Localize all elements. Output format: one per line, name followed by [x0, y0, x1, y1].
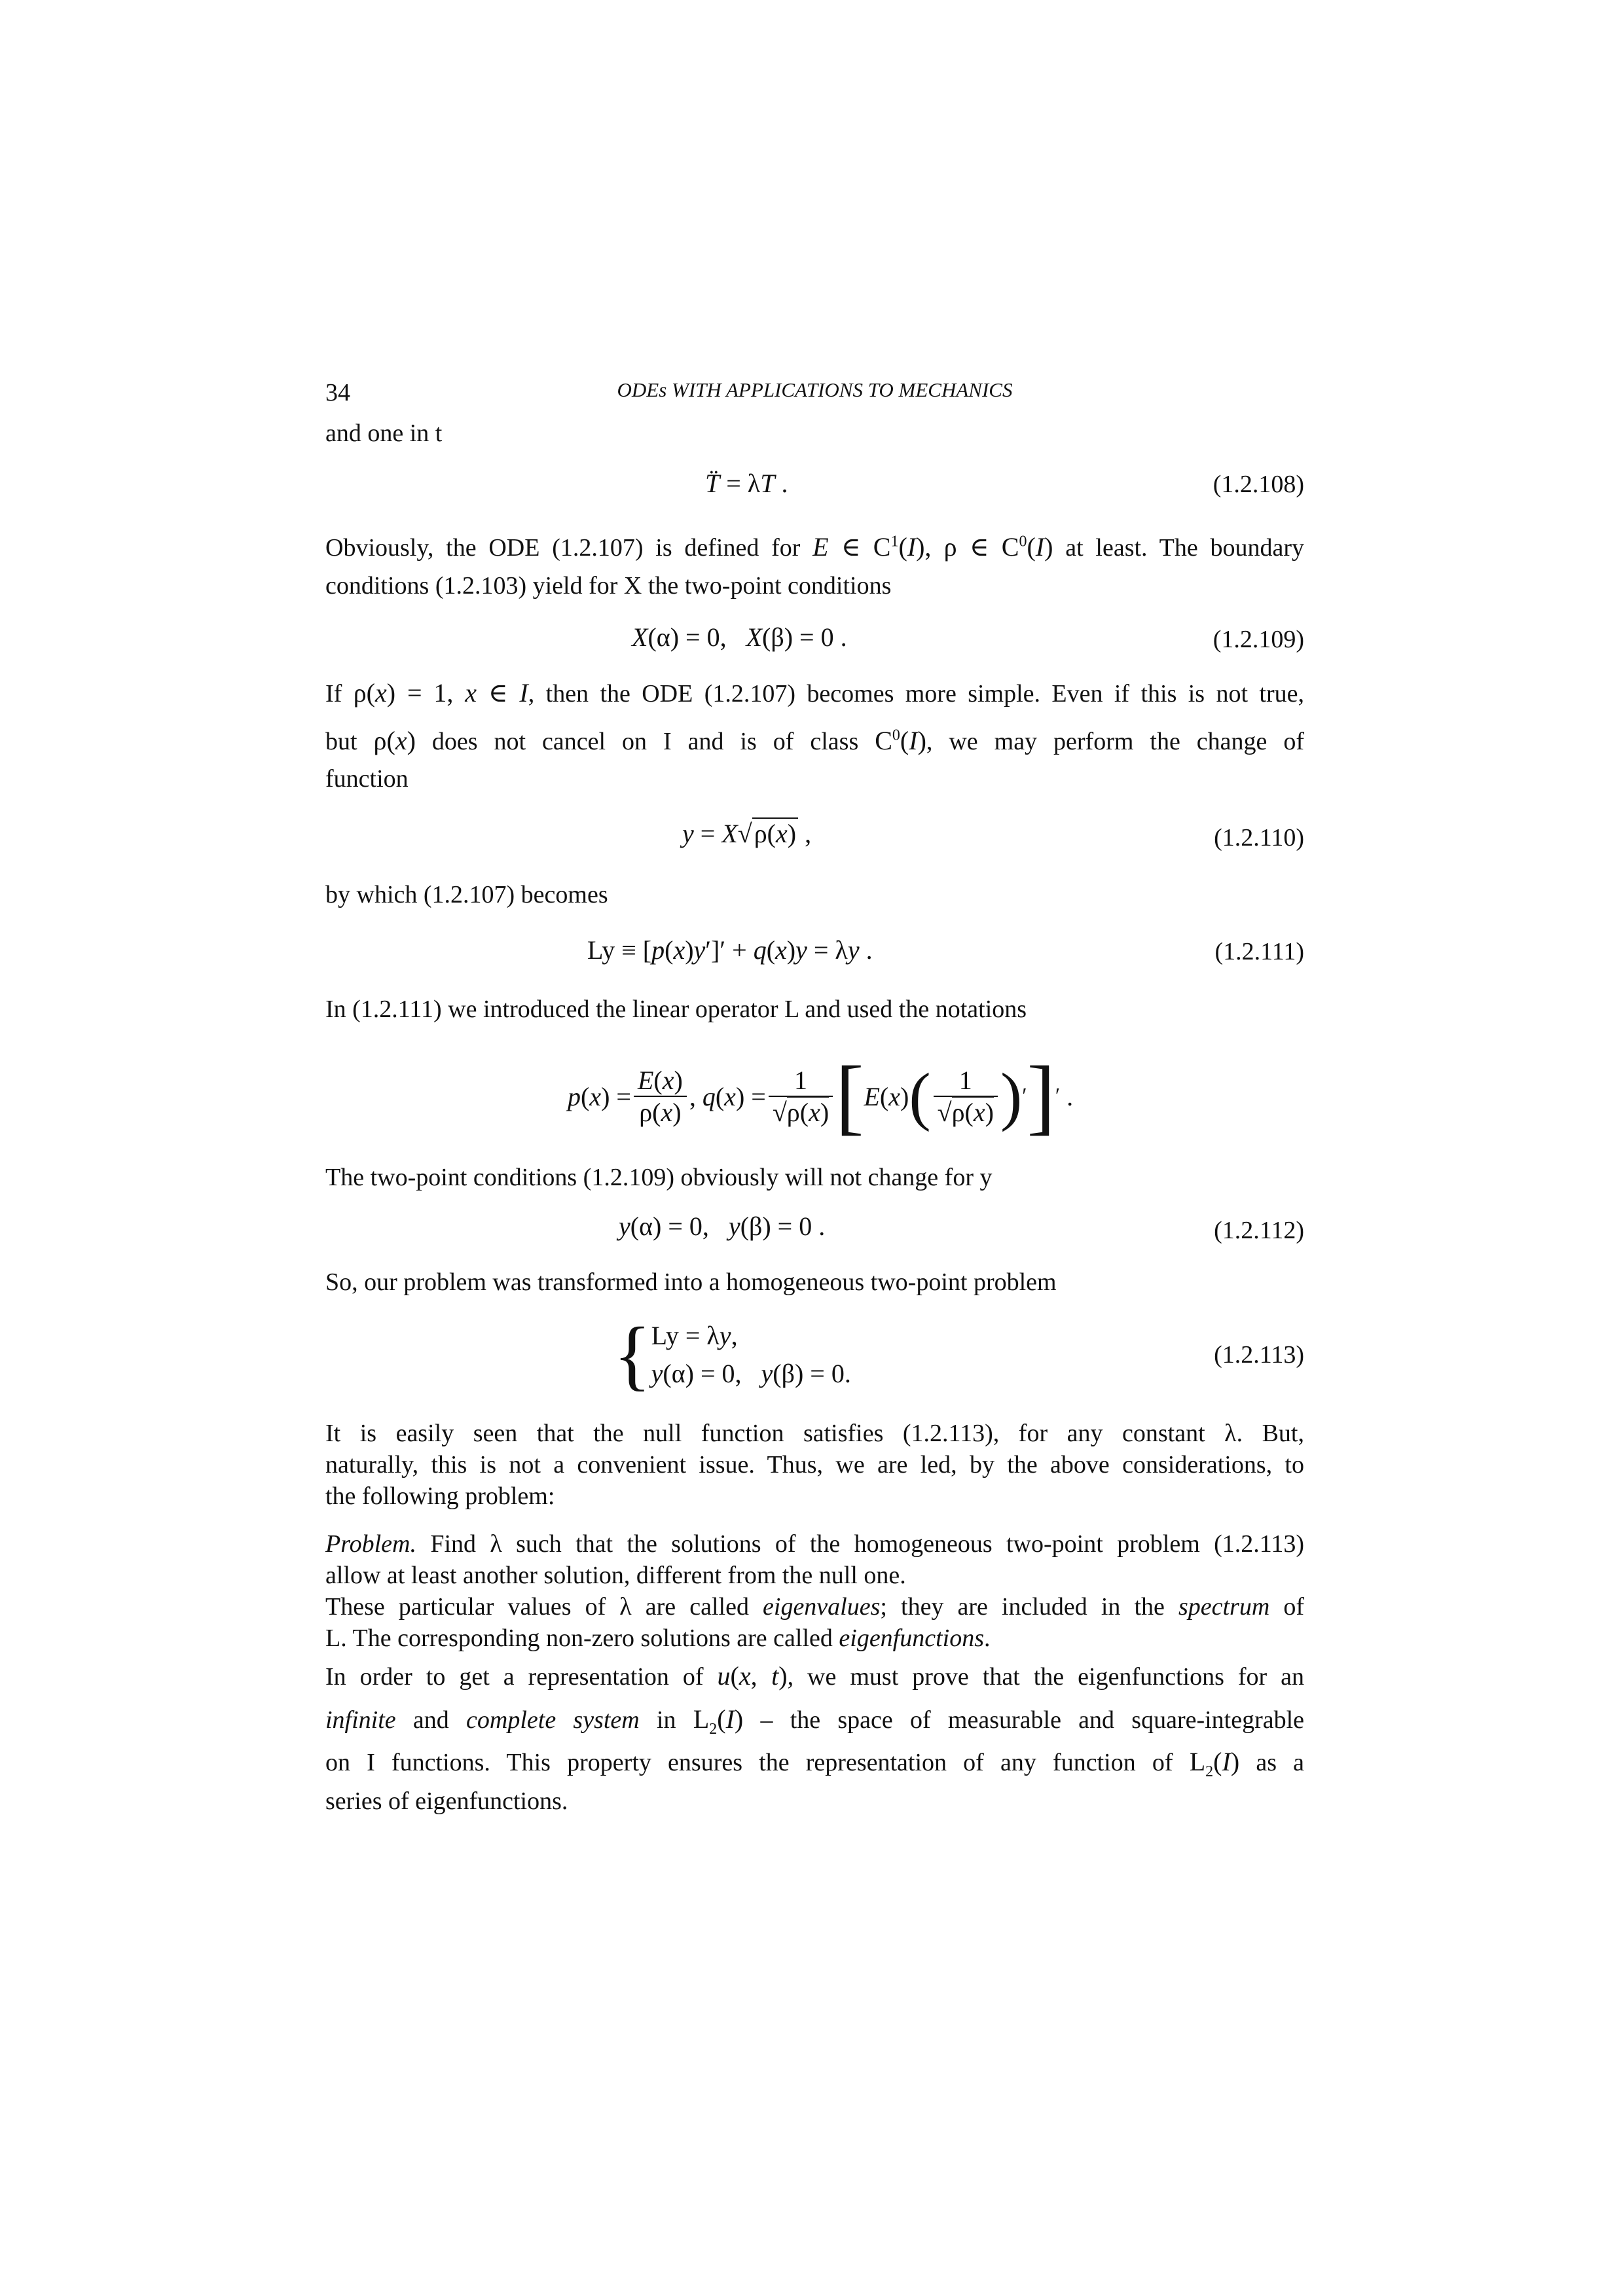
paragraph-easily-line1: It is easily seen that the null function satisfies (1.2.113), for any constant λ. But, — [325, 1420, 1304, 1447]
paragraph-if-line2: but ρ(x) does not cancel on I and is of class $C^0(I)$, we may perform the change of — [325, 726, 1304, 755]
equation-1-2-109: X(α) = 0, X(β) = 0 . — [632, 622, 847, 652]
paragraph-intro: and one in t — [325, 420, 443, 447]
equation-number: (1.2.109) — [1213, 626, 1304, 653]
paragraph-easily-line3: the following problem: — [325, 1482, 555, 1510]
paragraph-obviously-line2: conditions (1.2.103) yield for X the two-point conditions — [325, 572, 892, 600]
equation-number: (1.2.111) — [1214, 938, 1304, 965]
equation-1-2-113: { Ly = λy, y(α) = 0, y(β) = 0. — [613, 1311, 851, 1398]
paragraph-rep-line4: series of eigenfunctions. — [325, 1787, 568, 1815]
paragraph-if-line1: If ρ(x) = 1, x ∈ I, then the ODE (1.2.107) becomes more simple. Even if this is not true, — [325, 678, 1304, 708]
equation-1-2-108: T̈ = λT . — [705, 469, 788, 498]
paragraph-eigen-line2: L. The corresponding non-zero solutions are called eigenfunctions. — [325, 1624, 991, 1652]
equation-1-2-110: y = X√ρ(x) , — [682, 819, 812, 848]
paragraph-problem-line2: allow at least another solution, different from the null one. — [325, 1562, 906, 1589]
paragraph-which: by which (1.2.107) becomes — [325, 881, 608, 908]
page — [325, 0, 1304, 2296]
paragraph-eigen-line1: These particular values of λ are called eigenvalues; they are included in the spectrum of — [325, 1593, 1304, 1621]
equation-1-2-111: Ly ≡ [p(x)y′]′ + q(x)y = λy . — [587, 935, 873, 965]
paragraph-twopoint: The two-point conditions (1.2.109) obviously will not change for y — [325, 1164, 993, 1191]
page-number: 34 — [325, 379, 350, 406]
paragraph-rep-line1: In order to get a representation of u(x, t), we must prove that the eigenfunctions for an — [325, 1661, 1305, 1691]
equation-1-2-112: y(α) = 0, y(β) = 0 . — [619, 1211, 826, 1241]
paragraph-rep-line2: infinite and complete system in $L_2(I)$ – the space of measurable and square-integrable — [325, 1704, 1305, 1738]
equation-p-q-definitions: p(x) = $\frac{E(x)}{\rho(x)}$ , q(x) = $\frac{1}{√\rho(x)}$ [ E(x) ( $\frac{1}{√\rho(x)}$ ) ′ ] ′ . — [568, 1049, 1074, 1143]
equation-number: (1.2.110) — [1214, 824, 1304, 852]
paragraph-if-line3: function — [325, 765, 409, 793]
equation-number: (1.2.112) — [1214, 1217, 1304, 1244]
paragraph-in: In (1.2.111) we introduced the linear operator L and used the notations — [325, 996, 1027, 1023]
paragraph-problem-line1: Problem. Find λ such that the solutions of the homogeneous two-point problem (1.2.113) — [325, 1530, 1305, 1558]
running-title: ODEs WITH APPLICATIONS TO MECHANICS — [617, 378, 1013, 401]
left-brace: { — [613, 1311, 651, 1398]
paragraph-obviously-line1: Obviously, the ODE (1.2.107) is defined for E ∈ $C^1(I)$, ρ ∈ $C^0(I)$ at least. The boundary — [325, 532, 1304, 562]
paragraph-rep-line3: on I functions. This property ensures the representation of any function of $L_2(I)$ as a — [325, 1747, 1305, 1780]
equation-number: (1.2.113) — [1214, 1341, 1304, 1369]
paragraph-easily-line2: naturally, this is not a convenient issue. Thus, we are led, by the above considerations, to — [325, 1451, 1304, 1479]
paragraph-so: So, our problem was transformed into a homogeneous two-point problem — [325, 1268, 1057, 1296]
equation-number: (1.2.108) — [1213, 471, 1304, 498]
